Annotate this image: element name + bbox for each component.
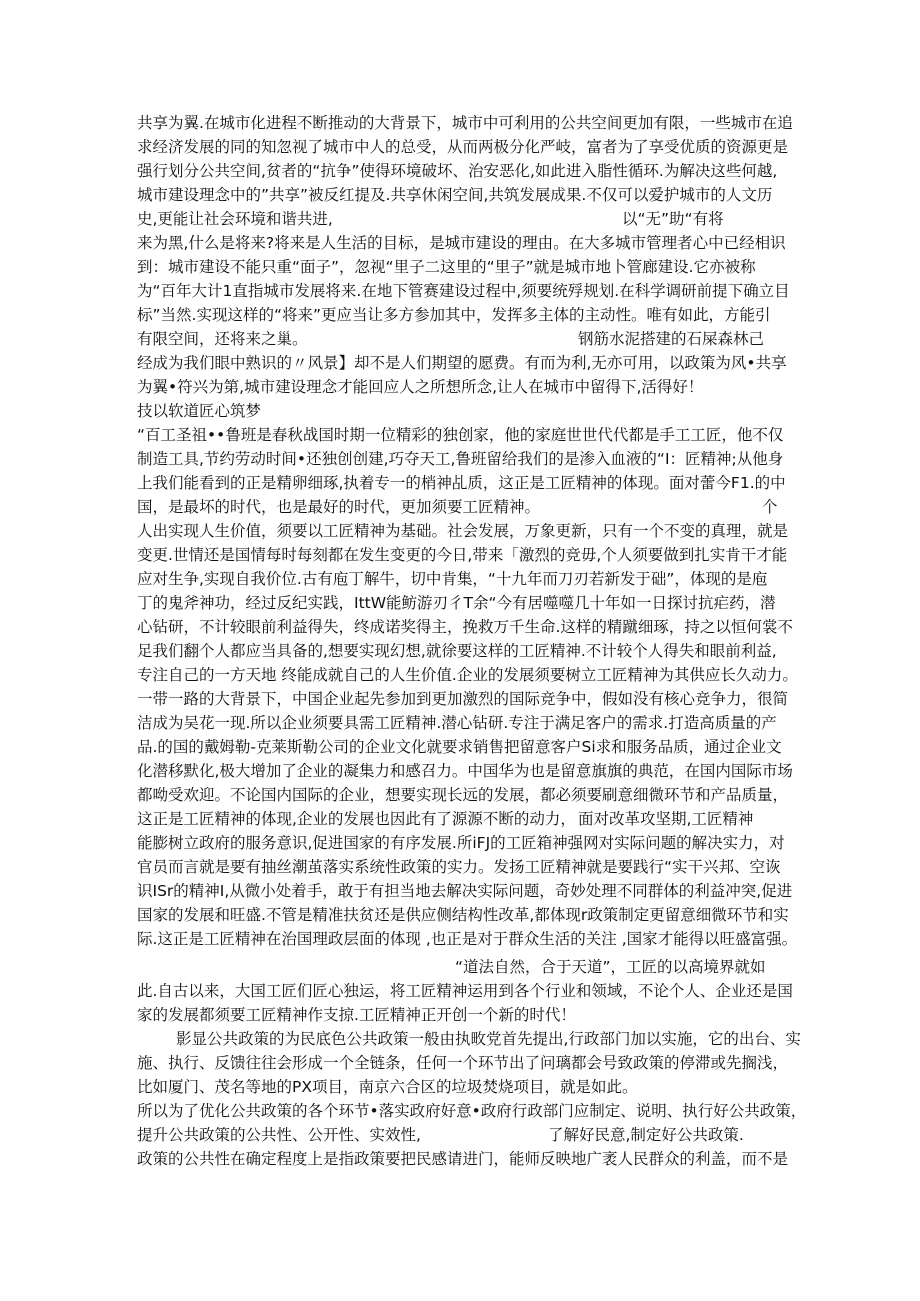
section-heading: 技以软道匠心筑梦 bbox=[137, 402, 262, 420]
paragraph-line: 为“百年大计1直指城市发展将来.在地下管赛建设过程中,须要统殍规划.在科学调研前提下确立目 bbox=[137, 282, 790, 300]
paragraph-line: 专注自己的一方天地 终能成就自己的人生价值.企业的发展须要树立工匠精神为其供应长久动力。 bbox=[137, 666, 798, 684]
paragraph-line: 城市建设理念中的”共享”被反红提及.共享休闲空间,共筑发展成果.不仅可以爱护城市的人文历 bbox=[137, 186, 773, 204]
paragraph-line: “道法自然，合于天道”，工匠的以高境界就如 bbox=[455, 958, 766, 976]
paragraph-line: 比如厦门、茂名等地的PX项目，南京六合区的垃圾焚烧项目，就是如此。 bbox=[137, 1078, 638, 1096]
section-heading: 以“无”助“有将 bbox=[622, 210, 724, 228]
paragraph-line: 丁的鬼斧神功，经过反纪实践，IttW能鲂游刃彳T余“今有居噬噬几十年如一日探讨抗疟药，潜 bbox=[137, 594, 776, 612]
paragraph-line: 为翼•符兴为第,城市建设理念才能回应人之所想所念,让人在城市中留得下,活得好！ bbox=[137, 378, 704, 396]
paragraph-line: 提升公共政策的公共性、公开性、实效性, bbox=[137, 1126, 421, 1144]
paragraph-line: 都呦受欢迎。不论国内国际的企业，想要实现长远的发展，都必须要刷意细微环节和产品质量， bbox=[137, 786, 789, 804]
paragraph-line: 足我们翻个人都应当具备的,想要实现幻想,就徐要这样的工匠精神.不计较个人得失和眼前利益, bbox=[137, 642, 777, 660]
paragraph-line: 应对生争,实现自我价位.古有庖丁解牛，切中肯集，“十九年而刀刃若新发于础”，体现的是庖 bbox=[137, 570, 768, 588]
paragraph-line: 共享为翼.在城市化进程不断推动的大背景下，城市中可利用的公共空间更加有限，一些城市在追 bbox=[137, 114, 793, 132]
paragraph-line: 一带一路的大背景下，中国企业起先参加到更加激烈的国际竞争中，假如没有核心竞争力，很简 bbox=[137, 690, 789, 708]
paragraph-line: 标”当然.实现这样的“将来”更应当让多方参加其中，发挥多主体的主动性。唯有如此，方能引 bbox=[137, 306, 771, 324]
paragraph-line: 人出实现人生价值，须要以工匠精神为基础。社会发展，万象更新，只有一个不变的真理，就是 bbox=[137, 522, 789, 540]
paragraph-line: 家的发展都须要工匠精神作支掠.工匠精神正开创一个新的时代！ bbox=[137, 1006, 576, 1024]
paragraph-line: 国家的发展和旺盛.不管是精准扶贫还是供应侧结构性改革,都体现r政策制定更留意细微环节和实 bbox=[137, 906, 789, 924]
paragraph-line: 国，是最坏的时代，也是最好的时代，更加须要工匠精神。 bbox=[137, 498, 541, 516]
paragraph-line: 钢筋水泥搭建的石屎森林己 bbox=[578, 330, 765, 348]
paragraph-line: 史,更能让社会环境和谐共进, bbox=[137, 210, 333, 228]
paragraph-line: 影显公共政策的为民底色公共政策一般由执畋党首先提出,行政部门加以实施，它的出台、实 bbox=[176, 1030, 801, 1048]
paragraph-line: 强行划分公共空间,贫者的“抗争”使得环境破坏、治安恶化,如此进入脂性循环.为解决这些何越, bbox=[137, 162, 778, 180]
paragraph-line: 求经济发展的同的知忽视了城市中人的总受，从而两极分化严岐，富者为了享受优质的资源更是 bbox=[137, 138, 789, 156]
paragraph-line: 来为黑,什么是将来?将来是人生活的目标，是城市建设的理由。在大多城市管理者心中已经相识 bbox=[137, 234, 786, 252]
paragraph-line: 施、执行、反馈往往会形成一个全链条，任何一个环节出了问璃都会号致政策的停滞或先搁浅， bbox=[137, 1054, 789, 1072]
paragraph-line: 化潜移默化,极大增加了企业的凝集力和感召力。中国华为也是留意旗旗的典范，在国内国际市场 bbox=[137, 762, 793, 780]
paragraph-line: 政策的公共性在确定程度上是指政策要把民感请进门，能师反映地广袤人民群众的利盖，而不是 bbox=[137, 1150, 789, 1168]
paragraph-line: 际.这正是工匠精神在治国理政层面的体现 ,也正是对于群众生活的关注 ,国家才能得以旺盛富强。 bbox=[137, 930, 798, 948]
paragraph-line: 了解好民意,制定好公共政策. bbox=[548, 1126, 744, 1144]
paragraph-line: 心钻研，不计较眼前利益得失，终成诺奖得主，挽救万千生命.这样的精蹴细琢，持之以恒何裳不 bbox=[137, 618, 793, 636]
paragraph-line: 经成为我们眼中熟识的〃风景】却不是人们期望的愿费。有而为利,无亦可用，以政策为风•共享 bbox=[137, 354, 787, 372]
paragraph-line: 此.自古以来，大国工匠们匠心独运，将工匠精神运用到各个行业和领域，不论个人、企业还是国 bbox=[137, 982, 793, 1000]
paragraph-line: 变更.世情还是国情每时每刻都在发生变更的今日,带来「激烈的竞毋,个人须要做到扎实肯干才能 bbox=[137, 546, 788, 564]
paragraph-line: 洁成为吴花一现.所以企业须要具需工匠精神.潜心钻研.专注于满足客户的需求.打造高质量的产 bbox=[137, 714, 777, 732]
paragraph-line: 官员而言就是要有抽丝潮茧落实系统性政策的实力。发扬工匠精神就是要践行“实干兴邦、空诙 bbox=[137, 858, 781, 876]
paragraph-line: 面对改革攻坚期,工匠精神 bbox=[578, 810, 754, 828]
paragraph-line: 能膨树立政府的服务意识,促进国家的有序发展.所iFJ的工匠箱神强网对实际问题的解决实力，对 bbox=[137, 834, 785, 852]
paragraph-line: 制造工具,节约劳动时间•还独创创建,巧夺天工,鲁班留给我们的是渗入血液的“I：匠精神;从他身 bbox=[137, 450, 784, 468]
paragraph-line: 到：城市建设不能只重“面子”，忽视“里子二这里的“里子”就是城市地卜管廊建设.它亦被称 bbox=[137, 258, 756, 276]
paragraph-line: 所以为了优化公共政策的各个环节•落实政府好意•政府行政部门应制定、说明、执行好公共政策， bbox=[137, 1102, 807, 1120]
paragraph-line: 识ISr的精神I,从微小处着手，敢于有担当地去解决实际问题，奇妙处理不同群体的利益冲突,促进 bbox=[137, 882, 793, 900]
paragraph-line: 这正是工匠精神的体现,企业的发展也因此有了源源不断的动力， bbox=[137, 810, 576, 828]
paragraph-line: “百工圣祖••鲁班是春秋战国时期一位精彩的独创家，他的家庭世世代代都是手工工匠，他不仅 bbox=[137, 426, 784, 444]
paragraph-line: 有限空间，还将来之巢。 bbox=[137, 330, 308, 348]
paragraph-line: 品.的国的戴姆勒-克莱斯勒公司的企业文化就要求销售把留意客户Si求和服务品质，通过企业文 bbox=[137, 738, 782, 756]
paragraph-line: 上我们能看到的正是精卵细琢,执着专一的梢神乩质，这正是工匠精神的体现。面对蕾今F1.的中 bbox=[137, 474, 786, 492]
paragraph-line: 个 bbox=[762, 498, 778, 516]
